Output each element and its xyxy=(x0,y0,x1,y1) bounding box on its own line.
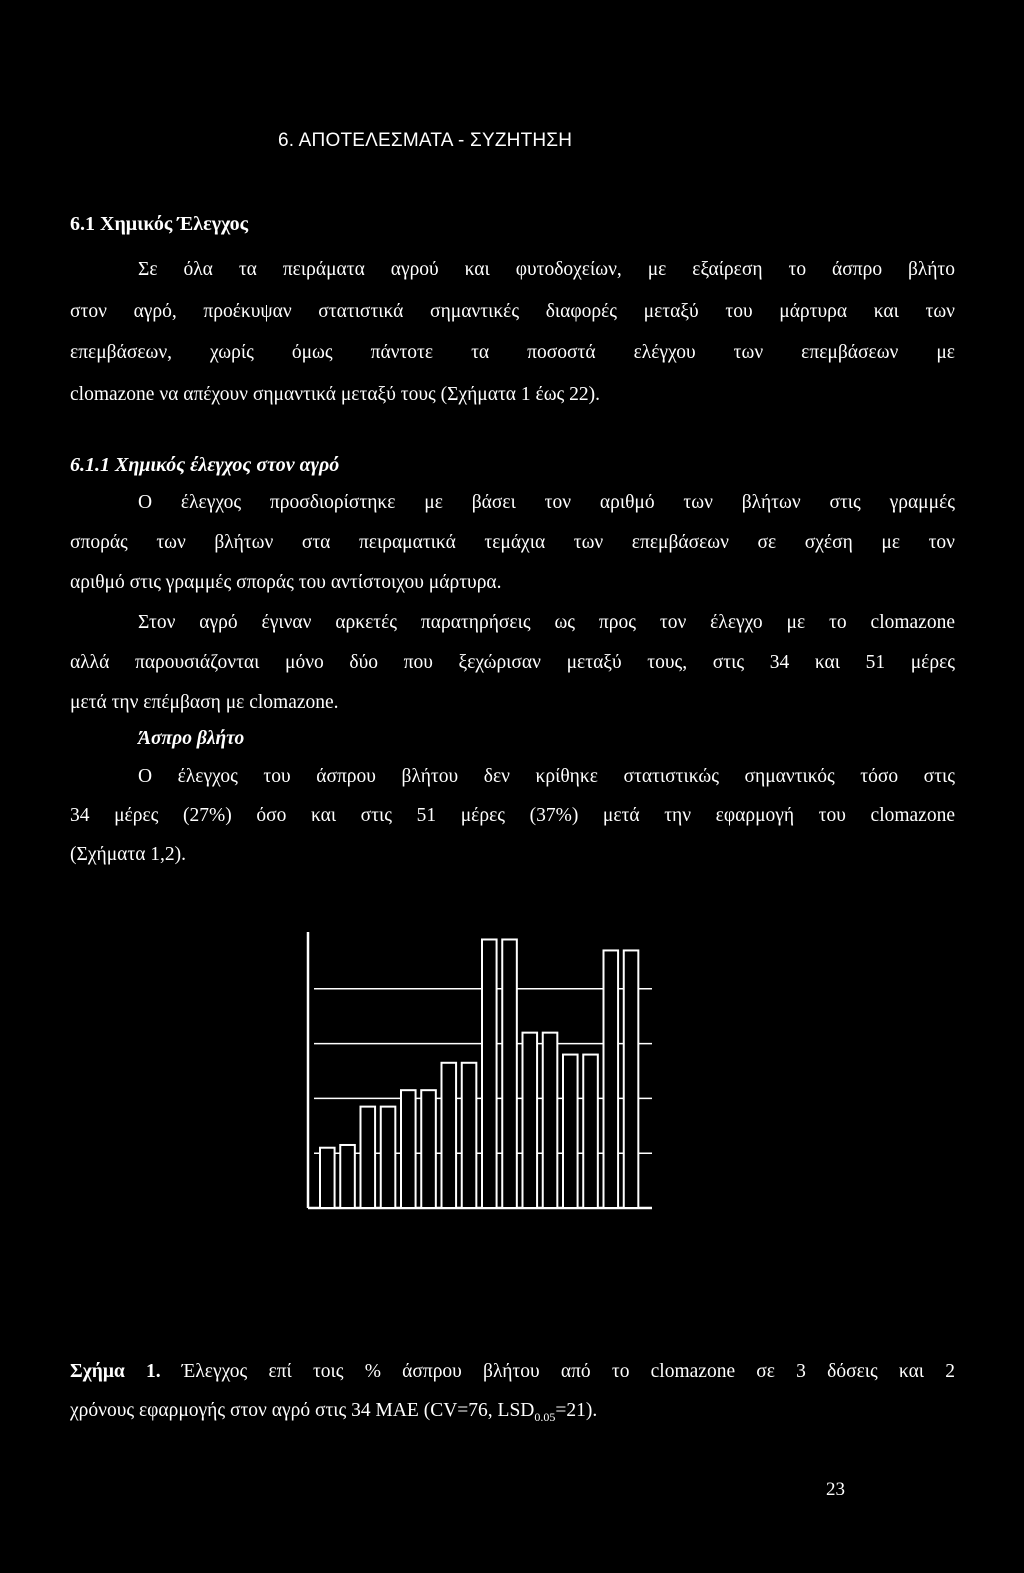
figure-caption-text-1: Έλεγχος επί τοις % άσπρου βλήτου από το clomazone σε 3 δόσεις και 2 xyxy=(160,1361,955,1382)
bar-5 xyxy=(401,1090,416,1208)
bar-1 xyxy=(320,1148,335,1208)
section-text-line-3: επεμβάσεων, χωρίς όμως πάντοτε τα ποσοστά ελέγχου των επεμβάσεων με xyxy=(70,342,955,363)
bar-chart xyxy=(296,924,656,1214)
chapter-title: 6. ΑΠΟΤΕΛΕΣΜΑΤΑ - ΣΥΖΗΤΗΣΗ xyxy=(278,130,573,151)
para1-line-2: σποράς των βλήτων στα πειραματικά τεμάχια των επεμβάσεων σε σχέση με τον xyxy=(70,532,955,553)
bar-4 xyxy=(381,1107,396,1208)
figure-caption-label: Σχήμα 1. xyxy=(70,1361,161,1382)
para3-line-3: (Σχήματα 1,2). xyxy=(70,844,187,865)
para3-line-2: 34 μέρες (27%) όσο και στις 51 μέρες (37%) μετά την εφαρμογή του clomazone xyxy=(70,805,955,826)
bar-2 xyxy=(340,1145,355,1208)
bar-16 xyxy=(624,950,639,1208)
subsection-heading: 6.1.1 Χημικός έλεγχος στον αγρό xyxy=(70,454,340,476)
figure-caption-lsd-sub: 0.05 xyxy=(534,1409,556,1424)
section-text-line-1: Σε όλα τα πειράματα αγρού και φυτοδοχείων, με εξαίρεση το άσπρο βλήτο xyxy=(138,259,955,280)
para1-line-3: αριθμό στις γραμμές σποράς του αντίστοιχου μάρτυρα. xyxy=(70,572,502,593)
bar-9 xyxy=(482,939,497,1208)
bar-6 xyxy=(421,1090,436,1208)
bar-12 xyxy=(543,1033,558,1208)
figure-caption-text-2: χρόνους εφαρμογής στον αγρό στις 34 ΜΑΕ (CV=76, LSD xyxy=(70,1400,535,1421)
section-heading: 6.1 Χημικός Έλεγχος xyxy=(70,213,249,235)
section-text-line-2: στον αγρό, προέκυψαν στατιστικά σημαντικές διαφορές μεταξύ του μάρτυρα και των xyxy=(70,301,955,322)
para1-line-1: Ο έλεγχος προσδιορίστηκε με βάσει τον αριθμό των βλήτων στις γραμμές xyxy=(138,492,955,513)
page-number: 23 xyxy=(826,1479,845,1500)
species-heading: Άσπρο βλήτο xyxy=(138,728,245,749)
bar-7 xyxy=(442,1063,457,1208)
section-text-line-4: clomazone να απέχουν σημαντικά μεταξύ τους (Σχήματα 1 έως 22). xyxy=(70,384,601,405)
bar-13 xyxy=(563,1055,578,1208)
bar-14 xyxy=(583,1055,598,1208)
bar-8 xyxy=(462,1063,477,1208)
para2-line-1: Στον αγρό έγιναν αρκετές παρατηρήσεις ως προς τον έλεγχο με το clomazone xyxy=(138,612,955,633)
bar-3 xyxy=(361,1107,376,1208)
figure-caption-line-2 xyxy=(70,1400,955,1425)
para2-line-3: μετά την επέμβαση με clomazone. xyxy=(70,692,339,713)
para2-line-2: αλλά παρουσιάζονται μόνο δύο που ξεχώρισαν μεταξύ τους, στις 34 και 51 μέρες xyxy=(70,652,955,673)
para3-line-1: Ο έλεγχος του άσπρου βλήτου δεν κρίθηκε στατιστικώς σημαντικός τόσο στις xyxy=(138,766,955,787)
bar-10 xyxy=(502,939,517,1208)
bar-11 xyxy=(523,1033,538,1208)
figure-caption-line-1 xyxy=(70,1361,955,1383)
figure-caption-text-2-end: =21). xyxy=(555,1400,598,1421)
bar-15 xyxy=(604,950,619,1208)
